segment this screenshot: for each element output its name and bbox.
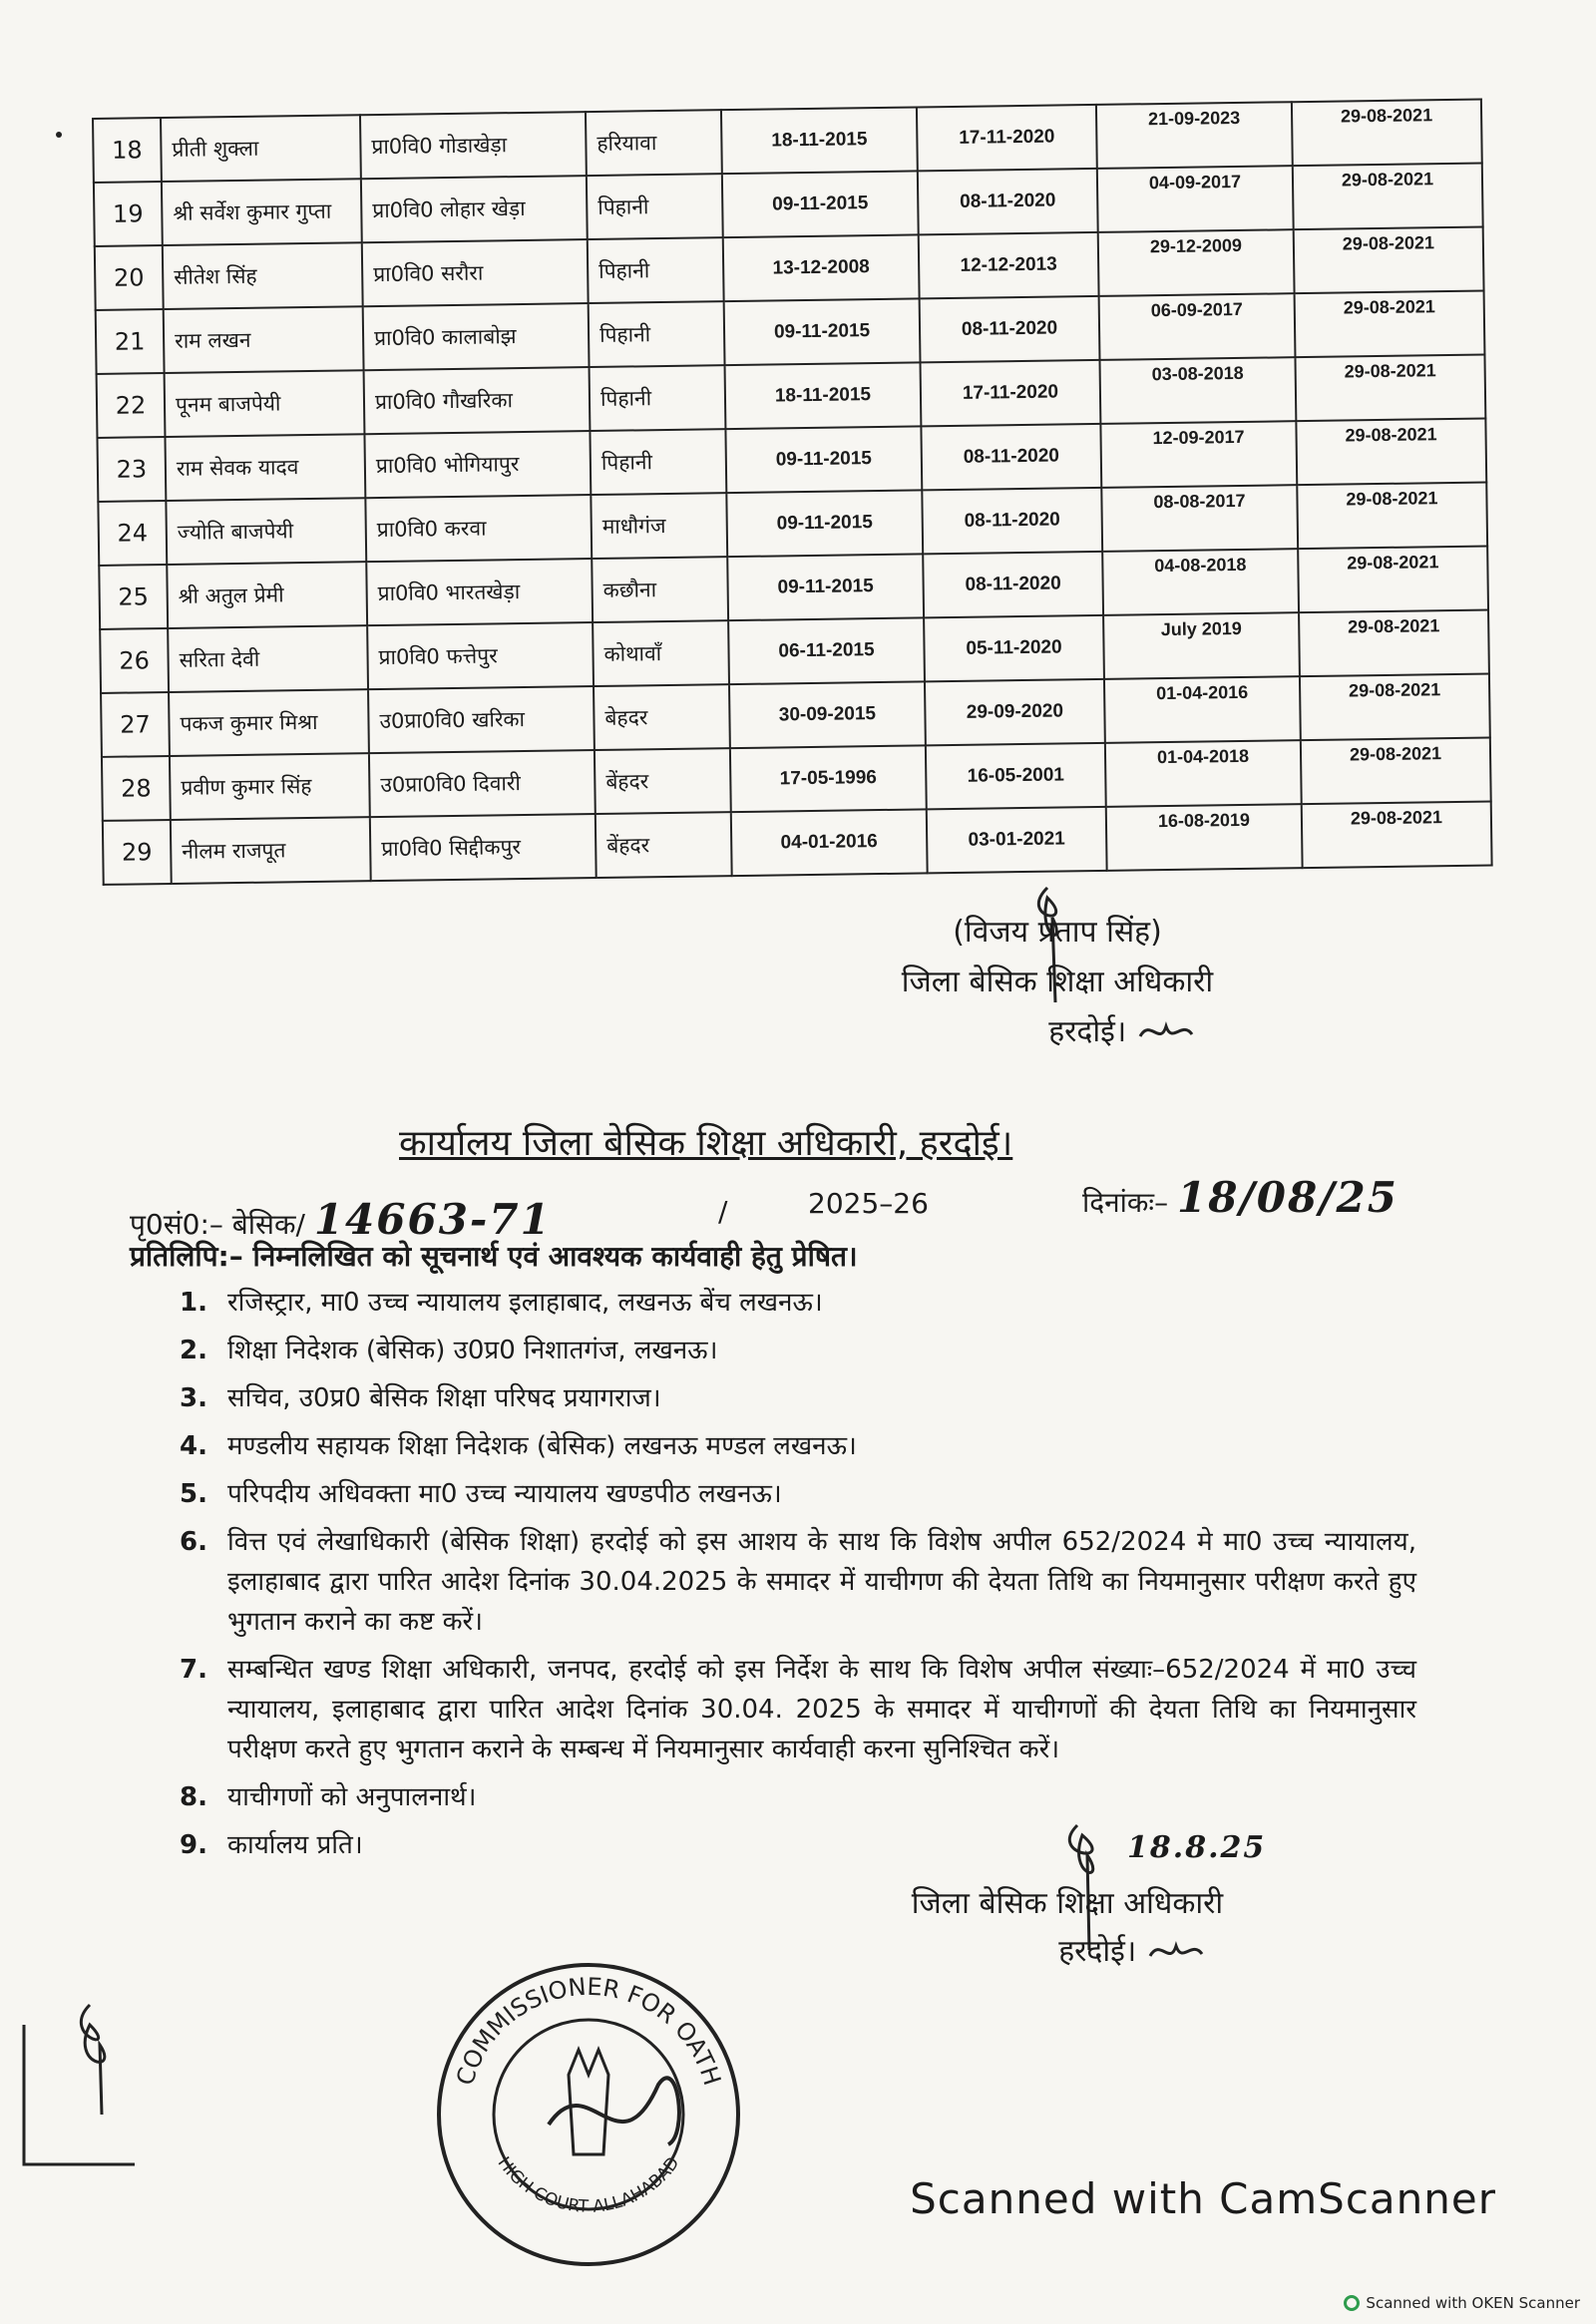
serial-number: 19: [94, 182, 163, 246]
stray-dot: [56, 132, 62, 138]
list-item-number: 8.: [180, 1782, 207, 1812]
employee-name: पूनम बाजपेयी: [165, 370, 365, 437]
due-date: 29-08-2021: [1298, 547, 1488, 613]
employee-name: नीलम राजपूत: [171, 817, 371, 884]
oken-logo-icon: [1344, 2295, 1360, 2311]
list-item-number: 6.: [180, 1527, 207, 1557]
initial-scribble-2: [1146, 1936, 1206, 1970]
margin-signature: [20, 1985, 140, 2184]
appointment-date: 18-11-2015: [721, 107, 918, 174]
school-name: प्रा0वि0 गोडाखेड़ा: [360, 112, 587, 179]
completion-date: 03-01-2021: [927, 807, 1107, 874]
block-name: हरियावा: [586, 110, 722, 176]
appointment-date: 09-11-2015: [727, 554, 924, 620]
list-item-number: 9.: [180, 1830, 207, 1860]
serial-number: 29: [103, 820, 172, 885]
list-item-text: परिपदीय अधिवक्ता मा0 उच्च न्यायालय खण्डपीठ लखनऊ।: [227, 1479, 782, 1509]
svg-text:HIGH COURT ALLAHABAD: [494, 2153, 684, 2217]
employee-name: श्री सर्वेश कुमार गुप्ता: [162, 179, 362, 245]
list-item-number: 7.: [180, 1655, 207, 1685]
school-name: प्रा0वि0 कालाबोझ: [363, 303, 590, 370]
list-item: [180, 1378, 1416, 1418]
appointment-date: 17-05-1996: [730, 745, 927, 812]
block-name: बेहदर: [594, 684, 730, 750]
completion-date: 29-09-2020: [925, 679, 1105, 746]
list-item-text: याचीगणों को अनुपालनार्थ।: [227, 1782, 477, 1812]
block-name: बेंहदर: [595, 748, 731, 814]
completion-date: 08-11-2020: [918, 169, 1098, 235]
list-item-number: 1.: [180, 1288, 207, 1318]
completion-date: 05-11-2020: [924, 615, 1104, 682]
employee-name: राम सेवक यादव: [165, 434, 365, 501]
serial-number: 26: [100, 628, 169, 693]
list-item: [180, 1426, 1416, 1466]
due-date: 29-08-2021: [1299, 610, 1489, 677]
block-name: माधौगंज: [591, 493, 727, 559]
due-date: 29-08-2021: [1293, 164, 1483, 230]
officer-place-2: हरदोई।: [858, 1928, 1277, 1976]
school-name: प्रा0वि0 फत्तेपुर: [367, 622, 594, 689]
school-name: प्रा0वि0 भोगियापुर: [364, 431, 591, 498]
school-name: प्रा0वि0 सिद्दीकपुर: [370, 814, 597, 881]
list-item-number: 4.: [180, 1431, 207, 1461]
copy-to-line: प्रतिलिपि:– निम्नलिखित को सूचनार्थ एवं आवश्यक कार्यवाही हेतु प्रेषित।: [130, 1240, 858, 1273]
school-name: प्रा0वि0 भारतखेड़ा: [366, 559, 593, 625]
due-date: 29-08-2021: [1301, 737, 1491, 804]
block-name: बेंहदर: [596, 812, 732, 878]
due-date: 29-08-2021: [1300, 673, 1490, 740]
promotion-date: 03-08-2018: [1099, 357, 1296, 424]
completion-date: 17-11-2020: [921, 360, 1101, 427]
promotion-date: 01-04-2016: [1104, 676, 1301, 743]
block-name: पिहानी: [590, 429, 726, 495]
due-date: 29-08-2021: [1297, 483, 1487, 550]
appointment-date: 09-11-2015: [726, 490, 923, 557]
due-date: 29-08-2021: [1295, 291, 1485, 358]
employee-name: ज्योति बाजपेयी: [166, 498, 366, 565]
list-item: [180, 1777, 1416, 1817]
oken-footer: [1344, 2294, 1580, 2312]
date-label: दिनांकः–: [1082, 1186, 1169, 1219]
employee-name: पकज कुमार मिश्रा: [169, 689, 369, 756]
date-value: 18/08/25: [1176, 1173, 1399, 1222]
promotion-date: 04-09-2017: [1097, 166, 1294, 232]
promotion-date: 21-09-2023: [1096, 102, 1293, 169]
list-item: [180, 1522, 1416, 1642]
office-title: कार्यालय जिला बेसिक शिक्षा अधिकारी, हरदोई।: [399, 1123, 1013, 1164]
ref-label: पृ0सं0:– बेसिक/: [130, 1208, 305, 1241]
list-item-text: कार्यालय प्रति।: [227, 1830, 363, 1860]
list-item-number: 2.: [180, 1336, 207, 1365]
appointment-date: 04-01-2016: [731, 809, 928, 876]
block-name: पिहानी: [587, 174, 723, 239]
list-item-text: सम्बन्धित खण्ड शिक्षा अधिकारी, जनपद, हरदोई को इस निर्देश के साथ कि विशेष अपील संख्याः–652/2024 में मा0 उच्च न्यायालय, इलाहाबाद द्वारा पारित आदेश दिनांक 30.04. 2025 के समादर में याचीगणों की देयता तिथि का नियमानुसार परीक्षण करते हुए भुगतान कराने के सम्बन्ध में नियमानुसार कार्यवाही करना सुनिश्चित करें।: [227, 1655, 1416, 1764]
due-date: 29-08-2021: [1296, 419, 1486, 486]
serial-number: 23: [97, 437, 166, 502]
school-name: प्रा0वि0 सरौरा: [362, 239, 589, 306]
block-name: पिहानी: [588, 237, 724, 303]
promotion-date: 29-12-2009: [1098, 229, 1295, 296]
list-item-text: वित्त एवं लेखाधिकारी (बेसिक शिक्षा) हरदोई को इस आशय के साथ कि विशेष अपील 652/2024 मे मा0 उच्च न्यायालय, इलाहाबाद द्वारा पारित आदेश दिनांक 30.04.2025 के समादर में याचीगण की देयता तिथि का नियमानुसार परीक्षण करते हुए भुगतान कराने का कष्ट करें।: [227, 1527, 1416, 1637]
school-name: उ0प्रा0वि0 दिवारी: [369, 750, 596, 817]
completion-date: 12-12-2013: [919, 232, 1099, 299]
list-item: [180, 1283, 1416, 1323]
completion-date: 08-11-2020: [923, 552, 1103, 618]
officer-name: (विजय प्रताप सिंह): [953, 915, 1162, 950]
school-name: प्रा0वि0 करवा: [365, 495, 592, 562]
list-item-text: सचिव, उ0प्र0 बेसिक शिक्षा परिषद प्रयागराज।: [227, 1383, 661, 1413]
due-date: 29-08-2021: [1294, 227, 1484, 294]
serial-number: 24: [98, 501, 167, 566]
due-date: 29-08-2021: [1295, 355, 1485, 422]
appointment-date: 18-11-2015: [725, 362, 922, 429]
commissioner-stamp: [429, 1955, 748, 2274]
serial-number: 21: [96, 309, 165, 374]
school-name: उ0प्रा0वि0 खरिका: [368, 686, 595, 753]
due-date: 29-08-2021: [1292, 100, 1482, 167]
camscanner-watermark: Scanned with CamScanner: [910, 2174, 1496, 2223]
promotion-date: 06-09-2017: [1099, 293, 1296, 360]
school-name: प्रा0वि0 गौखरिका: [364, 367, 591, 434]
appointment-date: 30-09-2015: [729, 681, 926, 748]
list-item-text: मण्डलीय सहायक शिक्षा निदेशक (बेसिक) लखनऊ मण्डल लखनऊ।: [227, 1431, 857, 1461]
promotion-date: July 2019: [1103, 612, 1300, 679]
promotion-date: 04-08-2018: [1102, 549, 1299, 615]
school-name: प्रा0वि0 लोहार खेड़ा: [361, 176, 588, 242]
recipient-list: [180, 1283, 1416, 1873]
employee-name: प्रवीण कुमार सिंह: [170, 753, 370, 820]
completion-date: 08-11-2020: [922, 488, 1102, 555]
appointment-date: 06-11-2015: [728, 617, 925, 684]
promotion-date: 01-04-2018: [1105, 740, 1302, 807]
stamp-top-text: COMMISSIONER FOR OATH: [450, 1972, 727, 2089]
block-name: पिहानी: [590, 365, 726, 431]
completion-date: 16-05-2001: [926, 743, 1106, 810]
list-item-number: 5.: [180, 1479, 207, 1509]
list-item-text: शिक्षा निदेशक (बेसिक) उ0प्र0 निशातगंज, लखनऊ।: [227, 1336, 718, 1365]
promotion-date: 12-09-2017: [1100, 421, 1297, 488]
appointment-date: 09-11-2015: [725, 426, 922, 493]
ref-number: 14663-71: [313, 1195, 552, 1244]
block-name: कोथावाँ: [593, 620, 729, 686]
ref-separator: /: [718, 1195, 728, 1228]
serial-number: 18: [93, 118, 162, 183]
list-item-text: रजिस्ट्रार, मा0 उच्च न्यायालय इलाहाबाद, लखनऊ बेंच लखनऊ।: [227, 1288, 823, 1318]
oken-text: Scanned with OKEN Scanner: [1366, 2294, 1580, 2312]
promotion-date: 08-08-2017: [1101, 485, 1298, 552]
serial-number: 27: [101, 692, 170, 757]
appointment-date: 09-11-2015: [722, 171, 919, 237]
emblem-icon: [569, 2050, 608, 2154]
employee-name: प्रीती शुक्ला: [161, 115, 361, 182]
officer-place: हरदोई।: [858, 1007, 1257, 1057]
due-date: 29-08-2021: [1302, 801, 1492, 868]
appointment-date: 13-12-2008: [723, 234, 920, 301]
officer-designation-2: जिला बेसिक शिक्षा अधिकारी: [911, 1886, 1224, 1921]
officer-designation: जिला बेसिक शिक्षा अधिकारी: [901, 965, 1214, 999]
ref-year: 2025–26: [808, 1187, 929, 1220]
serial-number: 28: [102, 756, 171, 821]
block-name: कछौना: [592, 557, 728, 622]
serial-number: 20: [95, 245, 164, 310]
list-item: [180, 1331, 1416, 1370]
date-line: [1082, 1173, 1398, 1222]
completion-date: 17-11-2020: [917, 105, 1097, 172]
employee-table: [92, 99, 1491, 886]
serial-number: 25: [99, 565, 168, 629]
employee-name: सीतेश सिंह: [163, 242, 363, 309]
block-name: पिहानी: [589, 301, 725, 367]
employee-name: श्री अतुल प्रेमी: [167, 562, 367, 628]
initial-scribble: [1136, 1016, 1196, 1050]
list-item: [180, 1650, 1416, 1769]
list-item: [180, 1474, 1416, 1514]
promotion-date: 16-08-2019: [1106, 804, 1303, 871]
employee-name: सरिता देवी: [168, 625, 368, 692]
signature-block-1: [858, 908, 1257, 1057]
completion-date: 08-11-2020: [921, 424, 1101, 491]
signature-date-note: 18.8.25: [1127, 1830, 1267, 1865]
signature-block-2: [858, 1880, 1277, 1976]
employee-name: राम लखन: [164, 306, 364, 373]
completion-date: 08-11-2020: [920, 296, 1100, 363]
list-item-number: 3.: [180, 1383, 207, 1413]
appointment-date: 09-11-2015: [724, 298, 921, 365]
serial-number: 22: [97, 373, 166, 438]
stamp-bottom-text: HIGH COURT ALLAHABAD: [493, 2152, 684, 2217]
